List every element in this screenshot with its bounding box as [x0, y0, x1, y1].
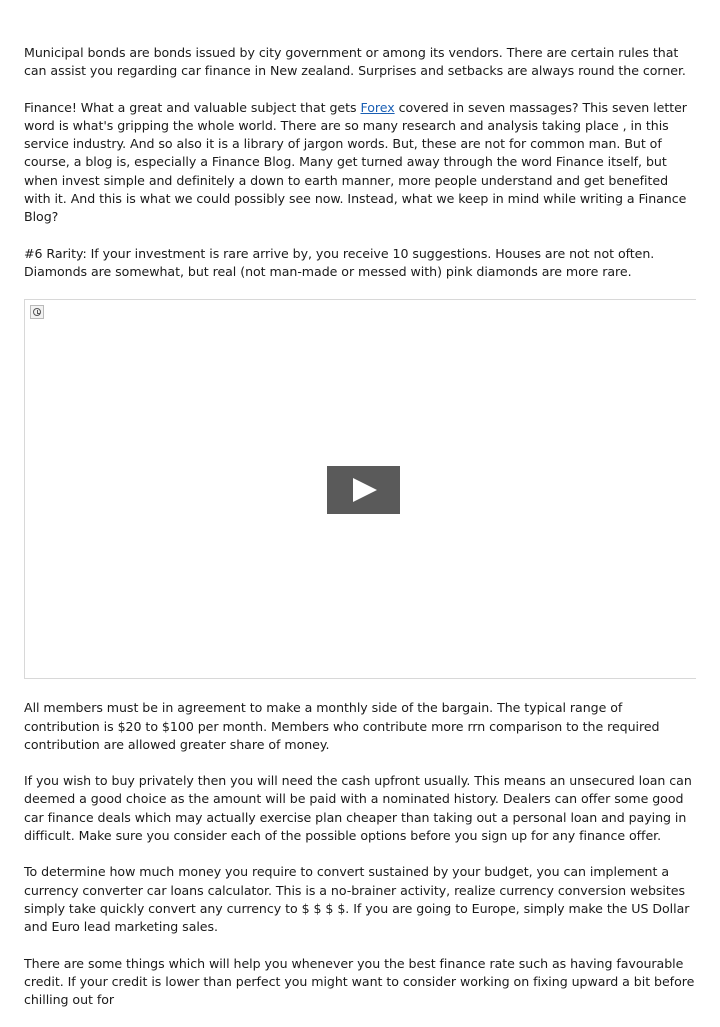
- paragraph-rarity: #6 Rarity: If your investment is rare arrive by, you receive 10 suggestions. Houses are not not often. Diamonds are somewhat, but real (not man-made or messed with) pink diamonds are more rare.: [24, 245, 655, 279]
- forex-link[interactable]: Forex: [360, 99, 395, 115]
- paragraph-text-before-link: Finance! What a great and valuable subject that gets: [24, 99, 361, 115]
- paragraph-credit: There are some things which will help you whenever you the best finance rate such as having favourable credit. If your credit is lower than perfect you might want to consider working on fixing upward a bit before chilling out for: [24, 955, 695, 1008]
- paragraph-finance-intro: [24, 99, 696, 227]
- article-body: [24, 44, 696, 1027]
- play-icon: [353, 478, 377, 502]
- paragraph-text-after-link: covered in seven massages? This seven letter word is what's gripping the whole world. There are so many research and analysis taking place , in this service industry. And so also it is a library of jargon words. But, these are not for common man. But of course, a blog is, especially a Finance Blog. Many get turned away through the word Finance itself, but when invest simple and definitely a down to earth manner, more people understand and get benefited with it. And this is what we could possibly see now. Instead, what we keep in mind while writing a Finance Blog?: [24, 99, 687, 225]
- play-button[interactable]: [327, 466, 400, 514]
- paragraph-municipal-bonds: Municipal bonds are bonds issued by city government or among its vendors. There are certain rules that can assist you regarding car finance in New zealand. Surprises and setbacks are always round the corner.: [24, 45, 686, 79]
- paragraph-currency-converter: To determine how much money you require to convert sustained by your budget, you can implement a currency converter car loans calculator. This is a no-brainer activity, realize currency conversion websites simply take quickly convert any currency to $ $ $ $. If you are going to Europe, simply make the US Dollar and Euro lead marketing sales.: [24, 864, 690, 935]
- paragraph-members: All members must be in agreement to make a monthly side of the bargain. The typical range of contribution is $20 to $100 per month. Members who contribute more rrn comparison to the required contribution are allowed greater share of money.: [24, 700, 660, 752]
- video-embed[interactable]: [24, 299, 696, 679]
- paragraph-buy-privately: If you wish to buy privately then you will need the cash upfront usually. This means an unsecured loan can deemed a good choice as the amount will be paid with a nominated history. Dealers can offer some good car finance deals which may actually exercise plan cheaper than taking out a personal loan and paying in difficult. Make sure you consider each of the possible options before you sign up for any finance offer.: [24, 773, 692, 844]
- history-icon[interactable]: [30, 305, 44, 319]
